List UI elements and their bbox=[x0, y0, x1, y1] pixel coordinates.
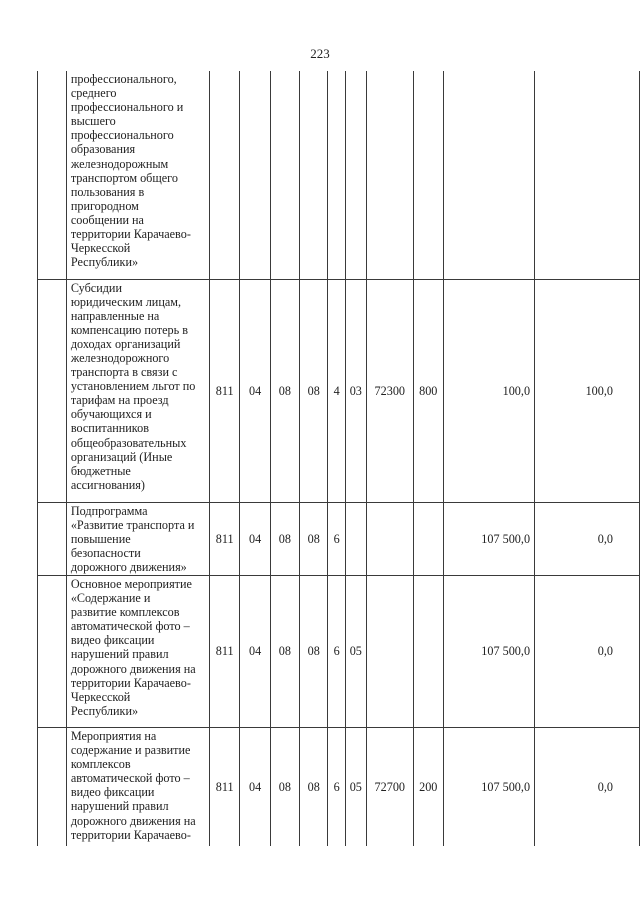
description-cell: Подпрограмма «Развитие транспорта и повышение безопасности дорожного движения» bbox=[66, 502, 209, 575]
page-number: 223 bbox=[310, 46, 330, 61]
subsection-cell: 08 bbox=[270, 279, 299, 502]
amount-2-cell: 0,0 bbox=[535, 575, 640, 727]
program-cell: 08 bbox=[300, 575, 328, 727]
row-number-cell bbox=[38, 727, 67, 846]
amount-1-cell: 100,0 bbox=[443, 279, 535, 502]
section-cell: 04 bbox=[240, 279, 270, 502]
program-cell: 08 bbox=[300, 502, 328, 575]
amount-2-cell: 100,0 bbox=[535, 279, 640, 502]
main-event-cell: 05 bbox=[345, 727, 366, 846]
table-row bbox=[38, 727, 640, 846]
section-cell: 04 bbox=[240, 502, 270, 575]
main-event-cell: 05 bbox=[345, 575, 366, 727]
main-event-cell: 03 bbox=[345, 279, 366, 502]
row-number-cell bbox=[38, 502, 67, 575]
direction-cell bbox=[366, 575, 413, 727]
expense-type-cell: 200 bbox=[413, 727, 443, 846]
direction-cell bbox=[366, 502, 413, 575]
subprogram-cell: 4 bbox=[328, 279, 346, 502]
section-cell bbox=[240, 71, 270, 279]
direction-cell: 72700 bbox=[366, 727, 413, 846]
program-cell bbox=[300, 71, 328, 279]
subprogram-cell: 6 bbox=[328, 502, 346, 575]
table-row bbox=[38, 279, 640, 502]
ministry-cell bbox=[209, 71, 240, 279]
amount-1-cell: 107 500,0 bbox=[443, 727, 535, 846]
subsection-cell: 08 bbox=[270, 727, 299, 846]
expense-type-cell bbox=[413, 71, 443, 279]
program-cell: 08 bbox=[300, 727, 328, 846]
expense-type-cell bbox=[413, 575, 443, 727]
subsection-cell bbox=[270, 71, 299, 279]
ministry-cell: 811 bbox=[209, 727, 240, 846]
amount-2-cell: 0,0 bbox=[535, 727, 640, 846]
row-number-cell bbox=[38, 575, 67, 727]
row-number-cell bbox=[38, 71, 67, 279]
ministry-cell: 811 bbox=[209, 502, 240, 575]
amount-1-cell bbox=[443, 71, 535, 279]
description-cell: Субсидии юридическим лицам, направленные на компенсацию потерь в доходах организаций железнодорожного транспорта в связи с установлением льгот по тарифам на проезд обучающихся и воспитанников общеобразовательных организаций (Иные бюджетные ассигнования) bbox=[66, 279, 209, 502]
row-number-cell bbox=[38, 279, 67, 502]
description-cell: Мероприятия на содержание и развитие комплексов автоматической фото – видео фиксации нарушений правил дорожного движения на территории Карачаево- bbox=[66, 727, 209, 846]
subprogram-cell: 6 bbox=[328, 575, 346, 727]
section-cell: 04 bbox=[240, 727, 270, 846]
ministry-cell: 811 bbox=[209, 575, 240, 727]
program-cell: 08 bbox=[300, 279, 328, 502]
expense-type-cell: 800 bbox=[413, 279, 443, 502]
expense-type-cell bbox=[413, 502, 443, 575]
table-row bbox=[38, 575, 640, 727]
section-cell: 04 bbox=[240, 575, 270, 727]
amount-1-cell: 107 500,0 bbox=[443, 502, 535, 575]
subprogram-cell: 6 bbox=[328, 727, 346, 846]
subsection-cell: 08 bbox=[270, 502, 299, 575]
subsection-cell: 08 bbox=[270, 575, 299, 727]
description-cell: Основное мероприятие «Содержание и развитие комплексов автоматической фото – видео фиксации нарушений правил дорожного движения на территории Карачаево- Черкесской Республики» bbox=[66, 575, 209, 727]
amount-2-cell: 0,0 bbox=[535, 502, 640, 575]
table-row bbox=[38, 71, 640, 279]
main-event-cell bbox=[345, 502, 366, 575]
direction-cell bbox=[366, 71, 413, 279]
subprogram-cell bbox=[328, 71, 346, 279]
direction-cell: 72300 bbox=[366, 279, 413, 502]
ministry-cell: 811 bbox=[209, 279, 240, 502]
amount-2-cell bbox=[535, 71, 640, 279]
table-row bbox=[38, 502, 640, 575]
description-cell: профессионального, среднего профессионального и высшего профессионального образования железнодорожным транспортом общего пользования в пригородном сообщении на территории Карачаево- Черкесской Республики» bbox=[66, 71, 209, 279]
main-event-cell bbox=[345, 71, 366, 279]
budget-table bbox=[37, 71, 640, 846]
amount-1-cell: 107 500,0 bbox=[443, 575, 535, 727]
